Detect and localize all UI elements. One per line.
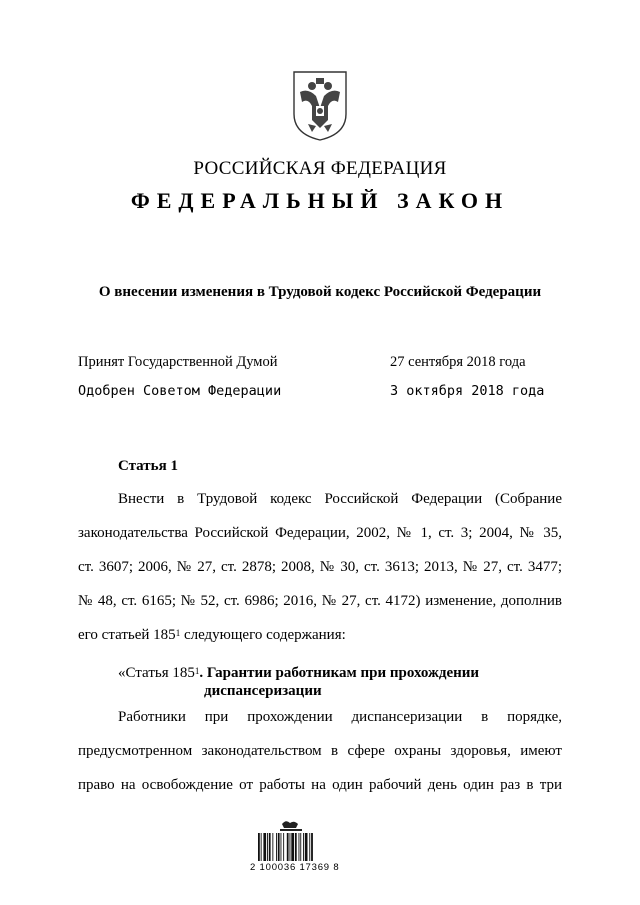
new-article-heading — [118, 664, 479, 700]
law-title: О внесении изменения в Трудовой кодекс Российской Федерации — [98, 284, 542, 300]
approval-council-date: 3 октября 2018 года — [390, 383, 545, 399]
new-article-title: . Гарантии работникам при прохождении — [199, 665, 480, 681]
body-text: следующего содержания: — [180, 627, 346, 643]
superscript: 1 — [175, 628, 181, 638]
body-line: предусмотренном законодательством в сфере охраны здоровья, имеют — [78, 743, 562, 759]
document-type: ФЕДЕРАЛЬНЫЙ ЗАКОН — [130, 188, 510, 213]
new-article-number: «Статья 185 — [118, 665, 195, 681]
approval-council-label: Одобрен Советом Федерации — [78, 383, 282, 399]
body-line: Внести в Трудовой кодекс Российской Федерации (Собрание — [118, 491, 562, 507]
body-line — [78, 618, 562, 652]
new-article-title-cont: диспансеризации — [204, 683, 322, 699]
new-article-body — [78, 700, 562, 802]
body-line: Работники при прохождении диспансеризации в порядке, — [118, 709, 562, 725]
article-body — [78, 482, 562, 652]
body-line: законодательства Российской Федерации, 2002, № 1, ст. 3; 2004, № 35, — [78, 525, 562, 541]
adoption-duma-date: 27 сентября 2018 года — [390, 354, 526, 370]
adoption-duma-label: Принят Государственной Думой — [78, 354, 278, 370]
body-line: ст. 3607; 2006, № 27, ст. 2878; 2008, № 30, ст. 3613; 2013, № 27, ст. 3477; — [78, 559, 562, 575]
body-line: право на освобождение от работы на один рабочий день один раз в три — [78, 777, 562, 793]
body-line: № 48, ст. 6165; № 52, ст. 6986; 2016, № 27, ст. 4172) изменение, дополнив — [78, 593, 562, 609]
barcode-digits: 2 100036 17369 8 — [250, 862, 340, 873]
superscript: 1 — [194, 666, 200, 676]
article-heading: Статья 1 — [118, 458, 178, 474]
country-name: РОССИЙСКАЯ ФЕДЕРАЦИЯ — [193, 158, 447, 179]
coat-of-arms-emblem — [288, 68, 352, 142]
body-text: его статьей 185 — [78, 627, 176, 643]
